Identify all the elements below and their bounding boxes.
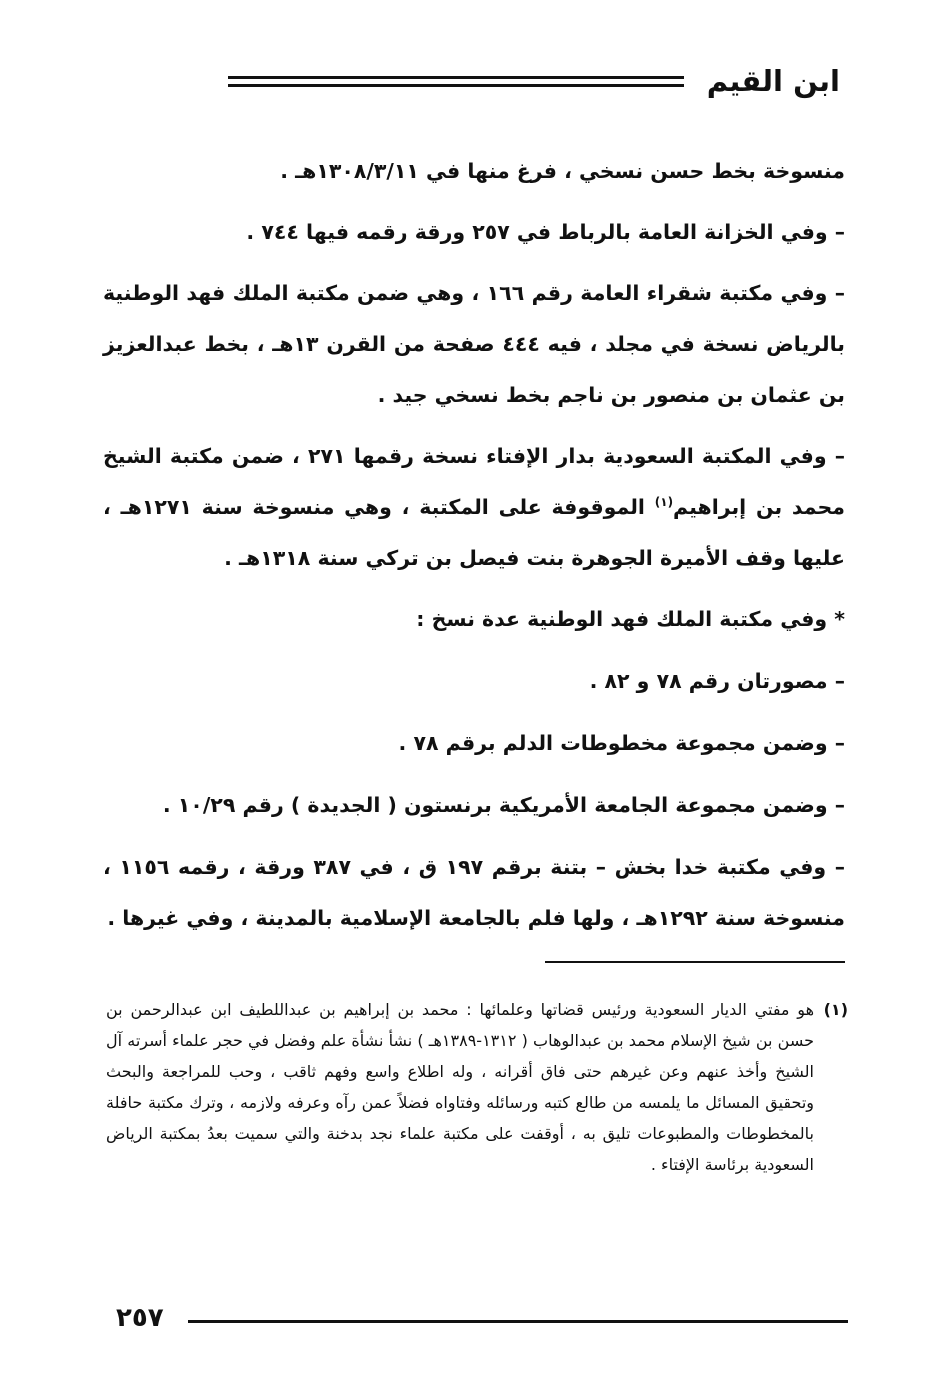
paragraph: – وفي الخزانة العامة بالرباط في ٢٥٧ ورقة رقمه فيها ٧٤٤ . xyxy=(246,220,845,244)
paragraph: * وفي مكتبة الملك فهد الوطنية عدة نسخ : xyxy=(416,607,845,631)
paragraph: – وفي مكتبة خدا بخش – بتنة برقم ١٩٧ ق ، في ٣٨٧ ورقة ، رقمه ١١٥٦ ، منسوخة سنة ١٢٩٢هـ ، ولها فلم بالجامعة الإسلامية بالمدينة ، وفي غيرها . xyxy=(103,855,846,930)
header-rule xyxy=(228,76,684,79)
paragraph-part: الموقوفة على المكتبة ، وهي منسوخة سنة ١٢٧١هـ ، عليها وقف الأميرة الجوهرة بنت فيصل بن تركي سنة ١٣١٨هـ . xyxy=(103,495,845,570)
footnote-number: (١) xyxy=(823,1000,848,1019)
paragraph: منسوخة بخط حسن نسخي ، فرغ منها في ١٣٠٨/٣/١١هـ . xyxy=(280,159,845,183)
footnote-text: هو مفتي الديار السعودية ورئيس قضاتها وعلمائها : محمد بن إبراهيم بن عبداللطيف ابن عبدالرحمن بن حسن بن شيخ الإسلام محمد بن عبدالوهاب ( ١٣١٢-١٣٨٩هـ ) نشأ نشأة علم وفضل في حجر علماء أسرته آل الشيخ وأخذ عنهم وعن غيرهم حتى فاق أقرانه ، وله اطلاع واسع وفهم ثاقب ، وحب للمراجعة والبحث وتحقيق المسائل ما يلمسه من طالع كتبه ورسائله وفتاواه فضلاً عمن رآه وعرفه ولازمه ، وترك مكتبة حافلة بالمخطوطات والمطبوعات تليق به ، أوقفت على مكتبة علماء نجد بدخنة والتي سميت بعدُ بمكتبة الرياض السعودية برئاسة الإفتاء . xyxy=(106,1000,814,1174)
header-title: ابن القيم xyxy=(706,64,840,98)
footnote-separator xyxy=(545,961,845,963)
running-header xyxy=(98,64,840,110)
paragraph: – وفي مكتبة شقراء العامة رقم ١٦٦ ، وهي ضمن مكتبة الملك فهد الوطنية بالرياض نسخة في مجلد ، فيه ٤٤٤ صفحة من القرن ١٣هـ ، بخط عبدالعزيز بن عثمان بن منصور بن ناجم بخط نسخي جيد . xyxy=(103,281,845,407)
paragraph xyxy=(103,431,845,584)
page-number: ٢٥٧ xyxy=(116,1303,164,1333)
paragraph: – وضمن مجموعة الجامعة الأمريكية برنستون ( الجديدة ) رقم ١٠/٢٩ . xyxy=(162,793,845,817)
paragraph: – مصورتان رقم ٧٨ و ٨٢ . xyxy=(589,669,845,693)
header-rule xyxy=(228,84,684,87)
footer-rule xyxy=(188,1320,848,1323)
main-text xyxy=(103,146,845,954)
footnote-reference[interactable]: (١) xyxy=(654,495,674,510)
paragraph: – وضمن مجموعة مخطوطات الدلم برقم ٧٨ . xyxy=(398,731,845,755)
paragraph-part: – وفي المكتبة السعودية بدار الإفتاء نسخة رقمها ٢٧١ ، ضمن مكتبة الشيخ محمد بن إبراهيم xyxy=(103,444,845,519)
footnote xyxy=(106,994,848,1180)
